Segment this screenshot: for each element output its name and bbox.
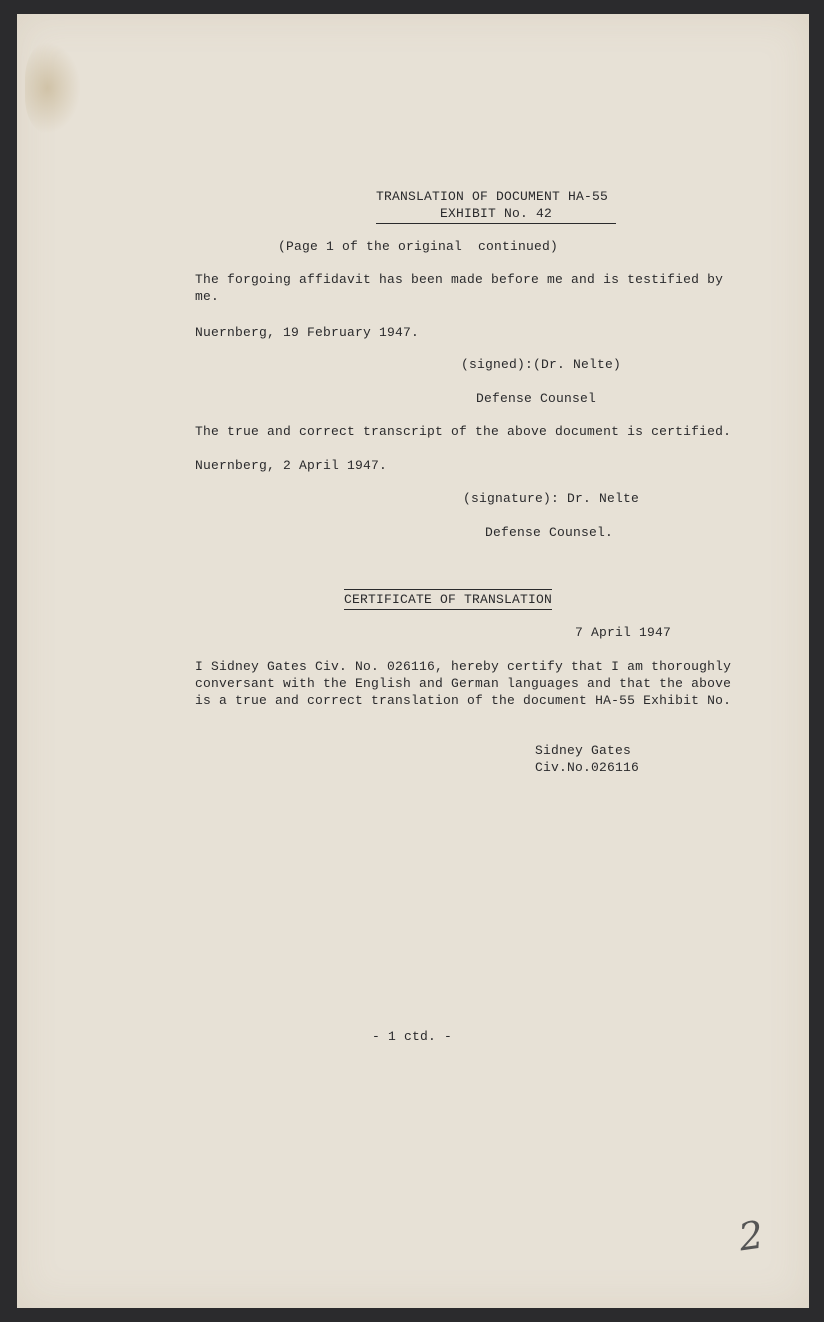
signer-id: Civ.No.026116	[535, 760, 640, 775]
continuation-note: (Page 1 of the original continued)	[278, 239, 559, 254]
document-title: TRANSLATION OF DOCUMENT HA-55	[376, 189, 609, 204]
certificate-date: 7 April 1947	[575, 625, 672, 640]
exhibit-number: EXHIBIT No. 42	[376, 205, 616, 224]
affidavit-place-date: Nuernberg, 19 February 1947.	[195, 325, 420, 340]
page-marker: - 1 ctd. -	[372, 1029, 453, 1044]
transcript-role: Defense Counsel.	[485, 525, 614, 540]
affidavit-role: Defense Counsel	[476, 391, 597, 406]
affidavit-statement: The forgoing affidavit has been made before me and is testified by me.	[195, 272, 724, 304]
handwritten-folio-number: 2	[736, 1212, 767, 1260]
transcript-place-date: Nuernberg, 2 April 1947.	[195, 458, 388, 473]
paper-stain	[25, 42, 81, 134]
transcript-signature: (signature): Dr. Nelte	[463, 491, 640, 506]
signer-name: Sidney Gates	[535, 743, 632, 758]
certificate-heading: CERTIFICATE OF TRANSLATION	[344, 589, 552, 610]
document-page	[17, 14, 809, 1308]
affidavit-signed: (signed):(Dr. Nelte)	[461, 357, 622, 372]
certificate-body: I Sidney Gates Civ. No. 026116, hereby certify that I am thoroughly conversant with the English and German languages and that the above is a true and correct translation of the document HA-55 Exhibit No.	[195, 659, 732, 708]
transcript-statement: The true and correct transcript of the above document is certified.	[195, 424, 732, 439]
